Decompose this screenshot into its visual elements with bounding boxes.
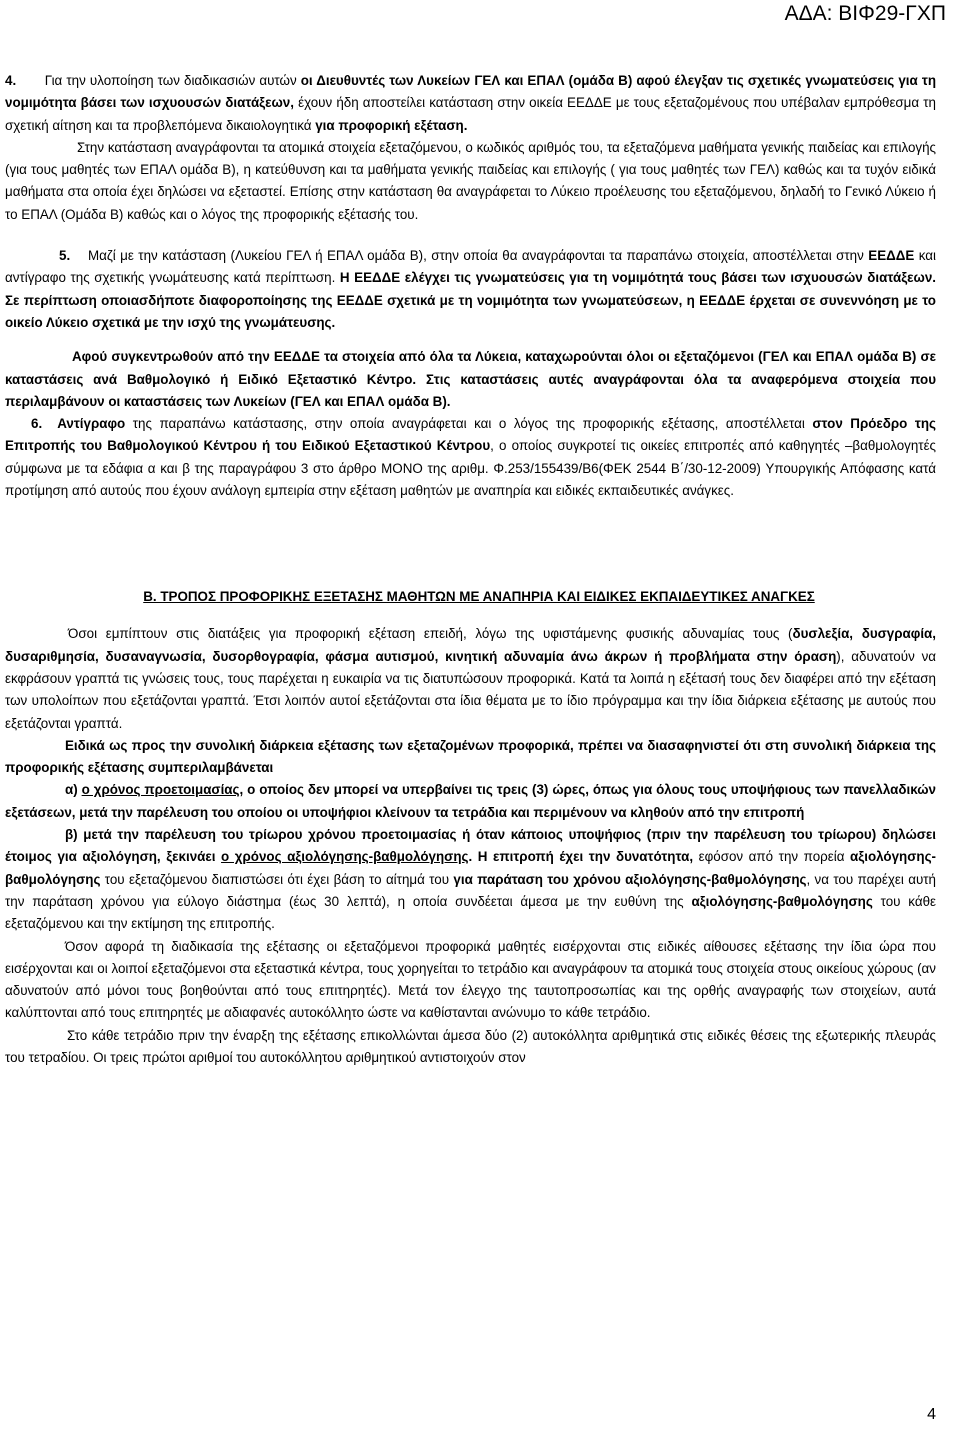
paragraph-a-underlined: ο χρόνος προετοιμασίας [81,782,240,798]
ada-code: ΑΔΑ: ΒΙΦ29-ΓΧΠ [784,2,946,25]
paragraph-b-bold-3: αξιολόγησης-βαθμολόγησης [5,849,936,887]
paragraph-b-text-1: εφόσον από την πορεία [693,849,851,865]
paragraph-b-underlined: ο χρόνος αξιολόγησης-βαθμολόγησης [221,849,469,865]
page-number: 4 [927,1406,936,1423]
section-heading-wrap [0,588,958,606]
paragraph-intro [0,623,958,734]
item-4-text-2: έχουν ήδη αποστείλει κατάσταση στην οικεία ΕΕΔΔΕ με τους εξεταζομένους που υπέβαλαν εμπρόθεσμα τη σχετική αίτηση και τα προβλεπόμενα δικαιολογητικά [5,95,936,133]
item-6-text-2: , ο οποίος συγκροτεί τις οικείες επιτροπές από καθηγητές –βαθμολογητές σύμφωνα με τα εδάφια α και β της παραγράφου 3 στο άρθρο ΜΟΝΟ της αριθμ. Φ.253/155439/Β6(ΦΕΚ 2544 Β΄/30-12-2009) Υπουργικής Απόφασης κατά προτίμηση από αυτούς που έχουν ανάλογη εμπειρία στην εξέταση μαθητών με αναπηρία και ειδικές εκπαιδευτικές ανάγκες. [5,438,936,499]
paragraph-intro-text-1: Όσοι εμπίπτουν στις διατάξεις για προφορική εξέταση επειδή, λόγω της υφιστάμενης φυσικής αδυναμίας τους ( [68,626,793,642]
item-6 [0,413,958,502]
paragraph-collect-text: Αφού συγκεντρωθούν από την ΕΕΔΔΕ τα στοιχεία από όλα τα Λύκεια, καταχωρούνται όλοι οι εξεταζόμενοι (ΓΕΛ και ΕΠΑΛ ομάδα Β) σε καταστάσεις ανά Βαθμολογικό ή Ειδικό Εξεταστικό Κέντρο. Στις καταστάσεις αυτές αναγράφονται όλα τα αναφερόμενα στοιχεία που περιλαμβάνουν οι καταστάσεις των Λυκείων (ΓΕΛ και ΕΠΑΛ ομάδα Β). [5,349,936,409]
paragraph-b-text-3: , να του παρέχει αυτή την παράταση χρόνου για εύλογο διάστημα (έως 30 λεπτά), η οποία συνδέεται άμεσα με την ευθύνη της [5,871,937,909]
paragraph-a-bold-2: , ο οποίος δεν μπορεί να υπερβαίνει τις τρεις (3) ώρες, όπως για όλους τους υποψήφιους των πανελλαδικών εξετάσεων, μετά την παρέλευση του οποίου οι υποψήφιοι κλείνουν τα τετράδια και περιμένουν να κληθούν από την επιτροπή [5,782,936,820]
document-body [0,70,958,1069]
paragraph-b [0,824,958,935]
item-6-bold-1: Αντίγραφο [57,416,126,432]
item-6-bold-2: στον Πρόεδρο της Επιτροπής του Βαθμολογικού Κέντρου ή του Ειδικού Εξεταστικού Κέντρου [5,416,936,454]
paragraph-sticker: Στο κάθε τετράδιο πριν την έναρξη της εξέτασης επικολλώνται άμεσα δύο (2) αυτοκόλλητα αριθμητικά στις ειδικές θέσεις της εξωτερικής πλευράς του τετραδίου. Οι τρεις πρώτοι αριθμοί του αυτοκόλλητου αριθμητικού αντιστοιχούν στον [5,1027,936,1065]
paragraph-state-contents: Στην κατάσταση αναγράφονται τα ατομικά στοιχεία εξεταζόμενου, ο κωδικός αριθμός του, τα εξεταζόμενα μαθήματα γενικής παιδείας και επιλογής (για τους μαθητές των ΕΠΑΛ ομάδα Β), η κατεύθυνση και τα μαθήματα γενικής παιδείας και επιλογής ( για τους μαθητές των ΓΕΛ) καθώς και τα τυχόν ειδικά μαθήματα στα οποία έχει δηλώσει να εξεταστεί. Επίσης στην κατάσταση θα αναγράφεται το Λύκειο προέλευσης του εξεταζόμενου, δηλαδή το Γενικό Λύκειο ή το ΕΠΑΛ (Ομάδα Β) καθώς και ο λόγος της προφορικής εξέτασής του. [5,139,936,222]
paragraph-b-text-4: του κάθε εξεταζόμενου και την εκτίμηση της επιτροπής. [5,893,936,932]
item-4-bold-2: για προφορική εξέταση. [315,117,468,133]
item-5-bold-2: Η ΕΕΔΔΕ ελέγχει τις γνωματεύσεις για τη νομιμότητά τους βάσει των ισχυουσών διατάξεων. Σε περίπτωση οποιασδήποτε διαφοροποίησης της ΕΕΔΔΕ σχετικά με τη νομιμότητα των γνωματεύσεων, η ΕΕΔΔΕ έρχεται σε συνεννόηση με το οικείο Λύκειο σχετικά με την ισχύ της γνωμάτευσης. [5,270,936,330]
paragraph-intro-text-2: ), αδυνατούν να εκφράσουν γραπτά τις γνώσεις τους, τους παρέχεται η ευκαιρία να τις διατυπώσουν προφορικά. Κατά τα λοιπά η εξέτασή τους δεν διαφέρει από την εξέταση των υπολοίπων που εξετάζονται γραπτά. Έτσι λοιπόν αυτοί εξετάζονται στα ίδια θέματα με το ίδιο πρόγραμμα και την ίδια διάρκεια εξέτασης με αυτούς που εξετάζονται γραπτά. [5,648,937,731]
paragraph-a-bold-1: α) [65,782,82,798]
item-5 [0,245,958,334]
item-4-bold-1: οι Διευθυντές των Λυκείων ΓΕΛ και ΕΠΑΛ (ομάδα Β) αφού έλεγξαν τις σχετικές γνωματεύσεις για τη νομιμότητα βάσει των ισχυουσών διατάξεων, [5,73,936,111]
paragraph-b-bold-4: για παράταση του χρόνου αξιολόγησης-βαθμολόγησης [453,871,807,887]
paragraph-collect [0,346,958,413]
item-6-text-1: της παραπάνω κατάστασης, στην οποία αναγράφεται και ο λόγος της προφορικής εξέτασης, αποστέλλεται [125,416,813,432]
paragraph-duration-text: Ειδικά ως προς την συνολική διάρκεια εξέτασης των εξεταζομένων προφορικά, πρέπει να διασαφηνιστεί ότι στη συνολική διάρκεια της προφορικής εξέτασης συμπεριλαμβάνεται [5,737,936,776]
paragraph-a [0,779,958,824]
item-5-number: 5. [59,248,71,264]
item-4 [0,70,958,137]
paragraph-intro-bold: δυσλεξία, δυσγραφία, δυσαριθμησία, δυσαναγνωσία, δυσορθογραφία, φάσμα αυτισμού, κινητική αδυναμία άνω άκρων ή προβλήματα στην όραση [5,626,936,664]
item-4-text-1: Για την υλοποίηση των διαδικασιών αυτών [44,73,301,88]
item-5-text-1: Μαζί με την κατάσταση (Λυκείου ΓΕΛ ή ΕΠΑΛ ομάδα Β), στην οποία θα αναγράφονται τα παραπάνω στοιχεία, αποστέλλεται στην [87,248,869,264]
paragraph-duration [0,735,958,780]
paragraph-b-bold-1: β) μετά την παρέλευση του τρίωρου χρόνου προετοιμασίας ή όταν κάποιος υποψήφιος (πριν την παρέλευση του τρίωρου) δηλώσει έτοιμος για αξιολόγηση, ξεκινάει [5,827,936,865]
paragraph-b-bold-5: αξιολόγησης-βαθμολόγησης [691,893,873,909]
item-6-number: 6. [31,416,43,432]
paragraph-b-bold-2: . Η επιτροπή έχει την δυνατότητα, [468,849,694,865]
paragraph-b-text-2: του εξεταζόμενου διαπιστώσει ότι έχει βάση το αίτημά του [100,871,454,887]
item-4-number: 4. [5,73,17,88]
paragraph-procedure: Όσον αφορά τη διαδικασία της εξέτασης οι εξεταζόμενοι προφορικά μαθητές εισέρχονται στις ειδικές αίθουσες εξέτασης την ίδια ώρα που εισέρχονται και οι λοιποί εξεταζόμενοι στα εξεταστικά κέντρα, τους χορηγείται το τετράδιο και αναγράφουν τα ατομικά τους στοιχεία στους οικείους χώρους (αν αδυνατούν από μόνοι τους βοηθούνται από τους επιτηρητές). Μετά τον έλεγχο της ταυτοπροσωπίας και της ορθής αναγραφής των στοιχείων, αυτά καλύπτονται από τους επιτηρητές με αδιαφανές αυτοκόλλητο ώστε να καθίστανται ανώνυμο το κάθε τετράδιο. [5,938,936,1021]
item-5-text-2: και αντίγραφο της σχετικής γνωμάτευσης κατά περίπτωση. [5,248,937,286]
item-5-bold-1: ΕΕΔΔΕ [868,248,915,264]
section-heading: Β. ΤΡΟΠΟΣ ΠΡΟΦΟΡΙΚΗΣ ΕΞΕΤΑΣΗΣ ΜΑΘΗΤΩΝ ΜΕ ΑΝΑΠΗΡΙΑ ΚΑΙ ΕΙΔΙΚΕΣ ΕΚΠΑΙΔΕΥΤΙΚΕΣ ΑΝΑΓΚΕΣ [143,589,815,605]
